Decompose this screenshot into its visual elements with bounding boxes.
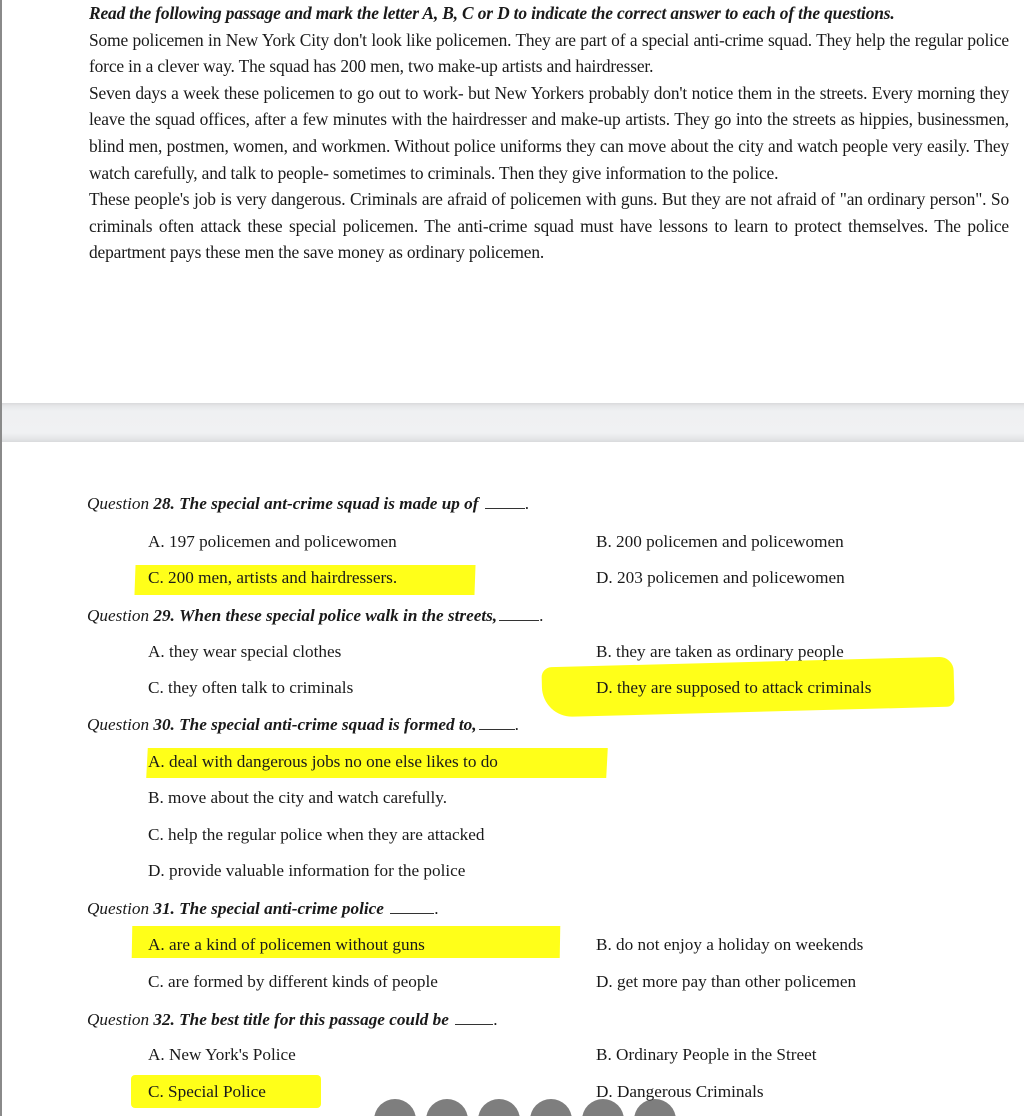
passage-paragraph-2: Seven days a week these policemen to go out to work- but New Yorkers probably don't notice them in the streets. Every morning they leave the squad offices, after a few minutes with the hairdresser and make-up artists. They go into the streets as hippies, businessmen, blind men, postmen, women, and workmen. Without police uniforms they can move about the city and watch people very easily. They watch carefully, and talk to people- sometimes to criminals. Then they give information to the police.	[89, 82, 1009, 183]
question-prefix: Question	[87, 1010, 150, 1029]
option-30-a[interactable]: A. deal with dangerous jobs no one else likes to do	[148, 752, 498, 771]
question-29	[87, 606, 543, 626]
option-32-c[interactable]: C. Special Police	[148, 1082, 266, 1101]
question-28	[87, 494, 529, 514]
option-28-d[interactable]: D. 203 policemen and policewomen	[596, 568, 845, 587]
option-31-d[interactable]: D. get more pay than other policemen	[596, 972, 857, 991]
option-28-c[interactable]: C. 200 men, artists and hairdressers.	[148, 568, 398, 587]
question-end: .	[524, 494, 530, 513]
question-end: .	[514, 715, 519, 734]
question-stem: The special anti-crime squad is formed to,	[179, 715, 477, 734]
option-28-b[interactable]: B. 200 policemen and policewomen	[596, 532, 844, 551]
question-32	[87, 1010, 497, 1030]
question-30	[87, 715, 519, 735]
answer-blank	[499, 620, 539, 621]
question-prefix: Question	[87, 494, 150, 513]
question-number: 28.	[153, 494, 175, 513]
document-page-1	[2, 0, 1024, 403]
option-32-d[interactable]: D. Dangerous Criminals	[596, 1082, 764, 1101]
question-number: 29.	[153, 606, 175, 625]
option-30-c[interactable]: C. help the regular police when they are attacked	[148, 825, 485, 844]
question-end: .	[493, 1010, 498, 1029]
question-end: .	[539, 606, 544, 625]
option-31-c[interactable]: C. are formed by different kinds of people	[148, 972, 438, 991]
question-stem: The special anti-crime police	[179, 899, 384, 918]
page-separator	[2, 403, 1024, 442]
option-30-d[interactable]: D. provide valuable information for the police	[148, 861, 466, 880]
question-end: .	[434, 899, 439, 918]
option-29-a[interactable]: A. they wear special clothes	[148, 642, 342, 661]
question-number: 32.	[153, 1010, 175, 1029]
option-28-a[interactable]: A. 197 policemen and policewomen	[148, 532, 397, 551]
question-prefix: Question	[87, 606, 150, 625]
passage-paragraph-3: These people's job is very dangerous. Criminals are afraid of policemen with guns. But they are not afraid of "an ordinary person". So criminals often attack these special policemen. The anti-crime squad must have lessons to learn to protect themselves. The police department pays these men the save money as ordinary policemen.	[89, 189, 1009, 263]
question-number: 31.	[153, 899, 175, 918]
answer-blank	[390, 913, 434, 914]
option-29-b[interactable]: B. they are taken as ordinary people	[596, 642, 844, 661]
question-prefix: Question	[87, 715, 150, 734]
question-31	[87, 899, 439, 919]
option-32-b[interactable]: B. Ordinary People in the Street	[596, 1045, 817, 1064]
option-29-d[interactable]: D. they are supposed to attack criminals	[596, 678, 872, 697]
option-31-a[interactable]: A. are a kind of policemen without guns	[148, 935, 425, 954]
answer-blank	[485, 508, 525, 509]
reading-passage	[89, 0, 1009, 266]
passage-paragraph-1: Some policemen in New York City don't look like policemen. They are part of a special anti-crime squad. They help the regular police force in a clever way. The squad has 200 men, two make-up artists and hairdresser.	[89, 29, 1009, 77]
passage-instruction: Read the following passage and mark the letter A, B, C or D to indicate the correct answer to each of the questions.	[89, 3, 895, 23]
question-stem: When these special police walk in the streets,	[179, 606, 498, 625]
question-prefix: Question	[87, 899, 150, 918]
question-stem: The special ant-crime squad is made up of	[179, 494, 479, 513]
option-29-c[interactable]: C. they often talk to criminals	[148, 678, 354, 697]
question-stem: The best title for this passage could be	[179, 1010, 449, 1029]
option-31-b[interactable]: B. do not enjoy a holiday on weekends	[596, 935, 864, 954]
answer-blank	[455, 1024, 493, 1025]
question-number: 30.	[153, 715, 175, 734]
answer-blank	[479, 729, 515, 730]
option-30-b[interactable]: B. move about the city and watch carefully.	[148, 788, 448, 807]
option-32-a[interactable]: A. New York's Police	[148, 1045, 296, 1064]
